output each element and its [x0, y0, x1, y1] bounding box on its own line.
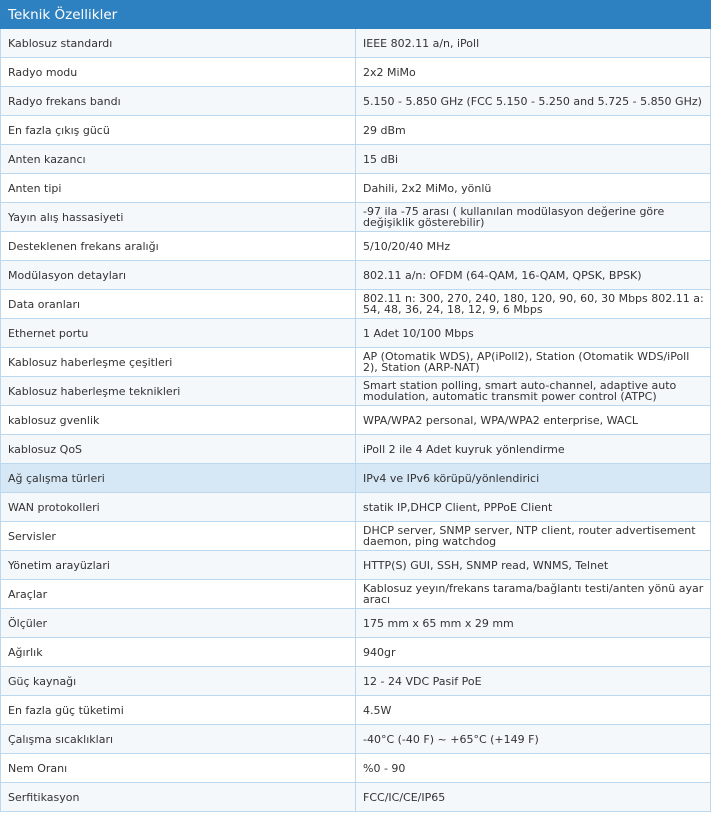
- table-row: [1, 638, 711, 667]
- spec-value: 1 Adet 10/100 Mbps: [356, 319, 711, 348]
- spec-label: Yönetim arayüzlari: [1, 551, 356, 580]
- table-row: [1, 58, 711, 87]
- spec-label: kablosuz QoS: [1, 435, 356, 464]
- spec-label: En fazla güç tüketimi: [1, 696, 356, 725]
- table-row: [1, 522, 711, 551]
- table-header-row: [1, 1, 711, 29]
- table-row: [1, 87, 711, 116]
- spec-value: 15 dBi: [356, 145, 711, 174]
- spec-label: Serfitikasyon: [1, 783, 356, 812]
- spec-value: IPv4 ve IPv6 körüpü/yönlendirici: [356, 464, 711, 493]
- spec-label: Modülasyon detayları: [1, 261, 356, 290]
- spec-value: 5/10/20/40 MHz: [356, 232, 711, 261]
- spec-value: Dahili, 2x2 MiMo, yönlü: [356, 174, 711, 203]
- spec-label: WAN protokolleri: [1, 493, 356, 522]
- table-row: [1, 319, 711, 348]
- table-row: [1, 29, 711, 58]
- table-row: [1, 609, 711, 638]
- spec-value: 5.150 - 5.850 GHz (FCC 5.150 - 5.250 and 5.725 - 5.850 GHz): [356, 87, 711, 116]
- spec-label: Kablosuz haberleşme teknikleri: [1, 377, 356, 406]
- table-row: [1, 667, 711, 696]
- table-row: [1, 754, 711, 783]
- spec-value: 2x2 MiMo: [356, 58, 711, 87]
- spec-label: Anten tipi: [1, 174, 356, 203]
- spec-value: 29 dBm: [356, 116, 711, 145]
- spec-label: Anten kazancı: [1, 145, 356, 174]
- table-row: [1, 232, 711, 261]
- spec-label: Ölçüler: [1, 609, 356, 638]
- table-row: [1, 290, 711, 319]
- spec-value: 175 mm x 65 mm x 29 mm: [356, 609, 711, 638]
- spec-value: 802.11 a/n: OFDM (64-QAM, 16-QAM, QPSK, BPSK): [356, 261, 711, 290]
- table-row: [1, 116, 711, 145]
- spec-label: Desteklenen frekans aralığı: [1, 232, 356, 261]
- spec-value: IEEE 802.11 a/n, iPoll: [356, 29, 711, 58]
- spec-value: -40°C (-40 F) ~ +65°C (+149 F): [356, 725, 711, 754]
- table-row: [1, 203, 711, 232]
- spec-label: kablosuz gvenlik: [1, 406, 356, 435]
- spec-label: Ethernet portu: [1, 319, 356, 348]
- spec-value: HTTP(S) GUI, SSH, SNMP read, WNMS, Telnet: [356, 551, 711, 580]
- spec-value: DHCP server, SNMP server, NTP client, router advertisement daemon, ping watchdog: [356, 522, 711, 551]
- spec-label: Servisler: [1, 522, 356, 551]
- spec-value: 12 - 24 VDC Pasif PoE: [356, 667, 711, 696]
- table-body: [1, 29, 711, 812]
- table-row: [1, 464, 711, 493]
- table-row: [1, 261, 711, 290]
- table-row: [1, 377, 711, 406]
- table-row: [1, 696, 711, 725]
- spec-label: Araçlar: [1, 580, 356, 609]
- spec-label: Ağırlık: [1, 638, 356, 667]
- table-row: [1, 174, 711, 203]
- spec-value: AP (Otomatik WDS), AP(iPoll2), Station (Otomatik WDS/iPoll 2), Station (ARP-NAT): [356, 348, 711, 377]
- spec-label: Kablosuz haberleşme çeşitleri: [1, 348, 356, 377]
- table-row: [1, 435, 711, 464]
- table-title: Teknik Özellikler: [1, 1, 711, 29]
- spec-label: Çalışma sıcaklıkları: [1, 725, 356, 754]
- spec-label: Nem Oranı: [1, 754, 356, 783]
- spec-value: 4.5W: [356, 696, 711, 725]
- table-row: [1, 725, 711, 754]
- spec-value: iPoll 2 ile 4 Adet kuyruk yönlendirme: [356, 435, 711, 464]
- table-row: [1, 783, 711, 812]
- spec-label: Radyo modu: [1, 58, 356, 87]
- table-row: [1, 551, 711, 580]
- spec-value: WPA/WPA2 personal, WPA/WPA2 enterprise, WACL: [356, 406, 711, 435]
- spec-label: Ağ çalışma türleri: [1, 464, 356, 493]
- spec-label: Kablosuz standardı: [1, 29, 356, 58]
- spec-value: -97 ila -75 arası ( kullanılan modülasyon değerine göre değişiklik gösterebilir): [356, 203, 711, 232]
- table-row: [1, 145, 711, 174]
- spec-label: En fazla çıkış gücü: [1, 116, 356, 145]
- spec-value: %0 - 90: [356, 754, 711, 783]
- spec-value: FCC/IC/CE/IP65: [356, 783, 711, 812]
- table-row: [1, 406, 711, 435]
- spec-value: statik IP,DHCP Client, PPPoE Client: [356, 493, 711, 522]
- spec-label: Radyo frekans bandı: [1, 87, 356, 116]
- spec-label: Yayın alış hassasiyeti: [1, 203, 356, 232]
- table-row: [1, 493, 711, 522]
- spec-label: Data oranları: [1, 290, 356, 319]
- spec-value: 802.11 n: 300, 270, 240, 180, 120, 90, 60, 30 Mbps 802.11 a: 54, 48, 36, 24, 18, 12, 9, 6 Mbps: [356, 290, 711, 319]
- spec-value: Kablosuz yeyın/frekans tarama/bağlantı testi/anten yönü ayar aracı: [356, 580, 711, 609]
- spec-value: 940gr: [356, 638, 711, 667]
- table-row: [1, 580, 711, 609]
- spec-value: Smart station polling, smart auto-channel, adaptive auto modulation, automatic transmit power control (ATPC): [356, 377, 711, 406]
- table-row: [1, 348, 711, 377]
- spec-label: Güç kaynağı: [1, 667, 356, 696]
